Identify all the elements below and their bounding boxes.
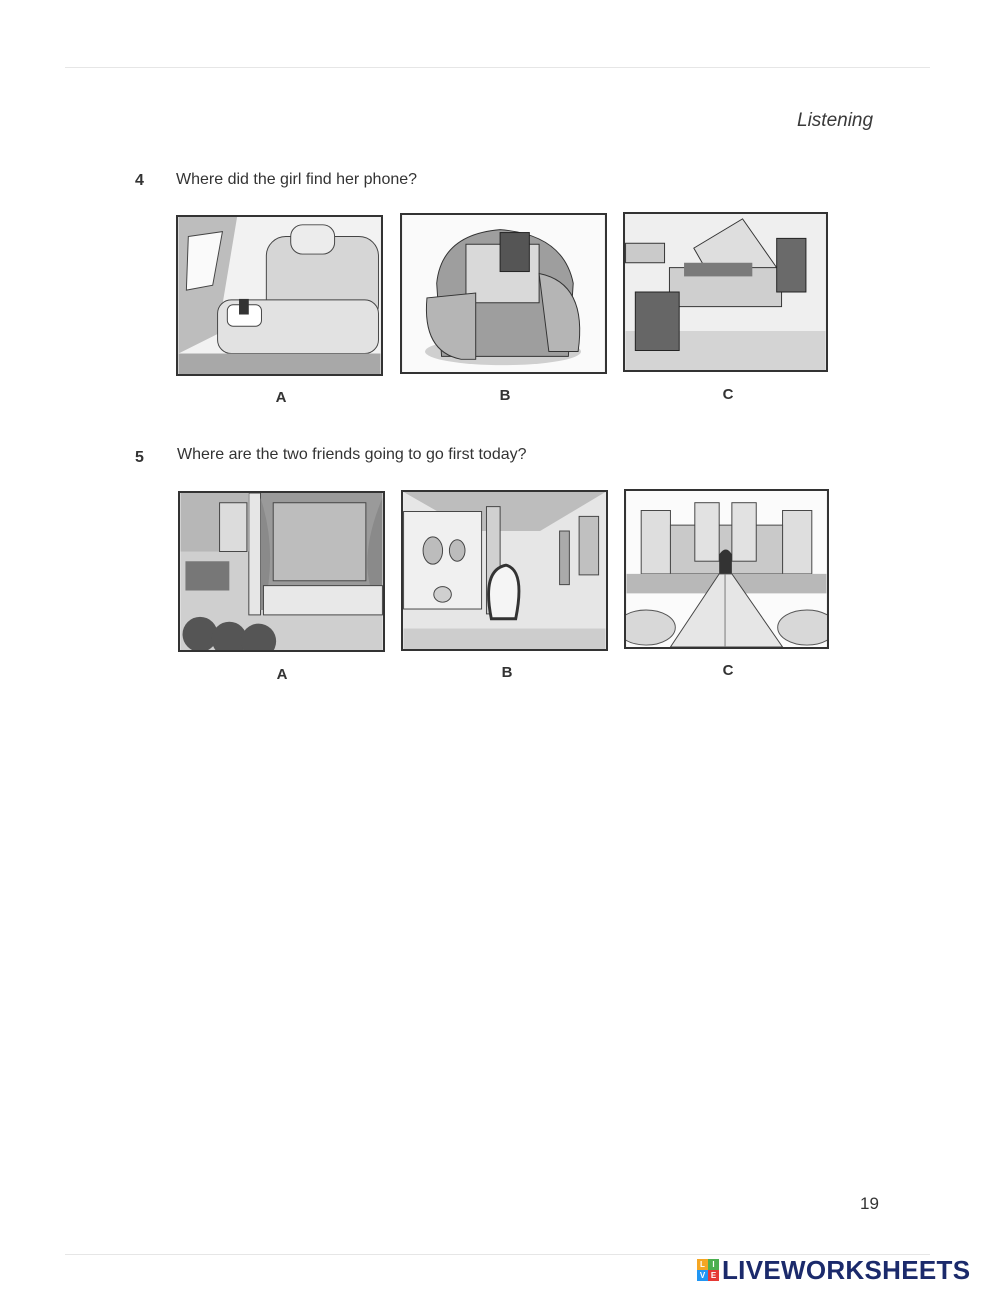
option-letter: C	[722, 662, 734, 679]
liveworksheets-icon	[697, 1259, 719, 1281]
logo-letter: I	[708, 1259, 719, 1270]
castle-illustration	[626, 491, 827, 647]
question-number: 4	[135, 172, 144, 189]
question-text: Where are the two friends going to go first today?	[177, 446, 527, 463]
option-picture-theatre[interactable]	[178, 491, 385, 652]
option-letter: A	[276, 666, 288, 683]
section-title: Listening	[797, 110, 874, 131]
option-picture-car[interactable]	[176, 215, 383, 376]
option-picture-castle[interactable]	[624, 489, 829, 649]
option-picture-classroom-desk[interactable]	[623, 212, 828, 372]
museum-illustration	[403, 492, 606, 649]
logo-letter: L	[697, 1259, 708, 1270]
backpack-illustration	[402, 215, 605, 372]
brand-name: LIVEWORKSHEETS	[722, 1254, 971, 1285]
liveworksheets-logo[interactable]	[697, 1256, 970, 1284]
option-letter: C	[722, 386, 734, 403]
option-letter: B	[499, 387, 511, 404]
option-letter: A	[275, 389, 287, 406]
question-text: Where did the girl find her phone?	[176, 171, 418, 188]
theatre-illustration	[180, 493, 383, 650]
classroom-desk-illustration	[625, 214, 826, 370]
car-seat-illustration	[178, 217, 381, 374]
logo-letter: V	[697, 1270, 708, 1281]
option-picture-backpack[interactable]	[400, 213, 607, 374]
top-rule	[65, 67, 930, 68]
page-number: 19	[860, 1194, 879, 1213]
question-number: 5	[135, 449, 144, 466]
option-picture-museum[interactable]	[401, 490, 608, 651]
option-letter: B	[501, 664, 513, 681]
logo-letter: E	[708, 1270, 719, 1281]
